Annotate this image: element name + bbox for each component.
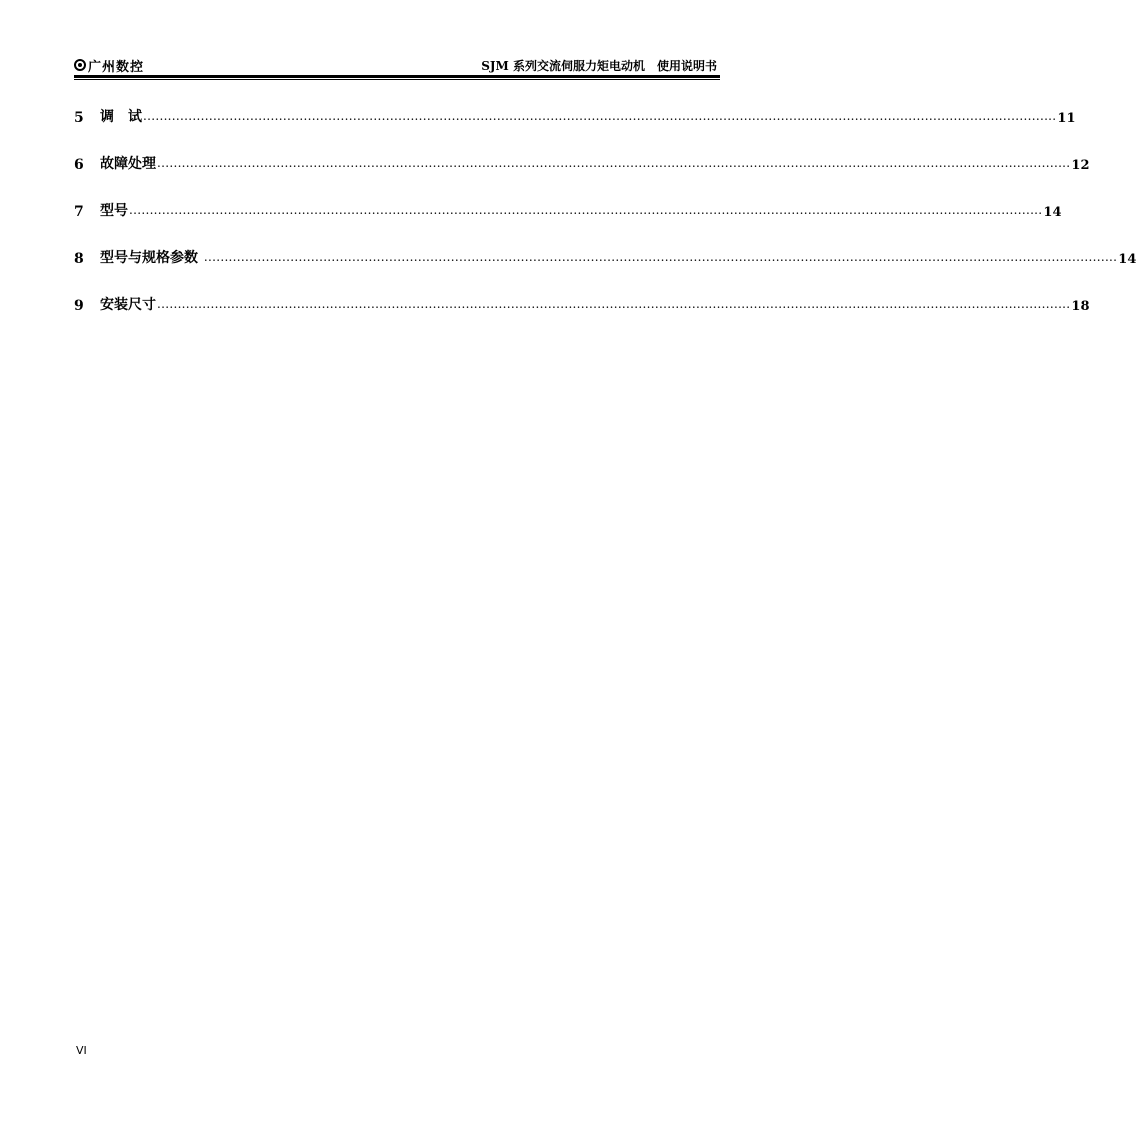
toc-entry[interactable] (74, 151, 1090, 173)
toc-entry-number: 5 (74, 110, 84, 126)
toc-entry-number: 6 (74, 157, 84, 173)
toc-entry-page: 12 (1071, 158, 1090, 173)
logo-text: 广州数控 (88, 59, 145, 75)
footer-page-number: VI (76, 1044, 87, 1057)
toc-entry[interactable] (74, 198, 1062, 220)
gsk-logo-icon (74, 59, 86, 71)
toc-entry-title: 调 试 (100, 109, 142, 125)
toc-leader-dots: .............................................................................................................................................................................................................................. (203, 250, 1118, 264)
toc-entry-title: 安装尺寸 (100, 297, 156, 313)
toc-entry[interactable] (74, 104, 1076, 126)
toc-leader-dots: .............................................................................................................................................................................................................................. (143, 109, 1057, 123)
toc-entry-number: 9 (74, 298, 84, 314)
toc-leader-dots: .............................................................................................................................................................................................................................. (157, 297, 1071, 311)
header-rule-thick (74, 75, 720, 78)
toc-entry-title: 型号 (100, 203, 128, 219)
page-header (74, 56, 719, 74)
toc-entry-number: 8 (74, 251, 84, 267)
company-logo (74, 56, 144, 74)
toc-entry-page: 14 (1118, 252, 1136, 267)
toc-entry-page: 11 (1057, 111, 1076, 126)
toc-leader-dots: .............................................................................................................................................................................................................................. (157, 156, 1071, 170)
toc-entry-page: 14 (1043, 205, 1062, 220)
manual-title: SJM 系列交流伺服力矩电动机 使用说明书 (481, 59, 717, 73)
header-rule-thin (74, 79, 720, 80)
toc-entry[interactable] (74, 292, 1090, 314)
toc-leader-dots: .............................................................................................................................................................................................................................. (129, 203, 1043, 217)
toc-entry[interactable] (74, 245, 1136, 267)
toc-entry-title: 型号与规格参数 (100, 250, 203, 266)
table-of-contents (74, 104, 1136, 339)
toc-entry-number: 7 (74, 204, 84, 220)
toc-entry-page: 18 (1071, 299, 1090, 314)
toc-entry-title: 故障处理 (100, 156, 156, 172)
